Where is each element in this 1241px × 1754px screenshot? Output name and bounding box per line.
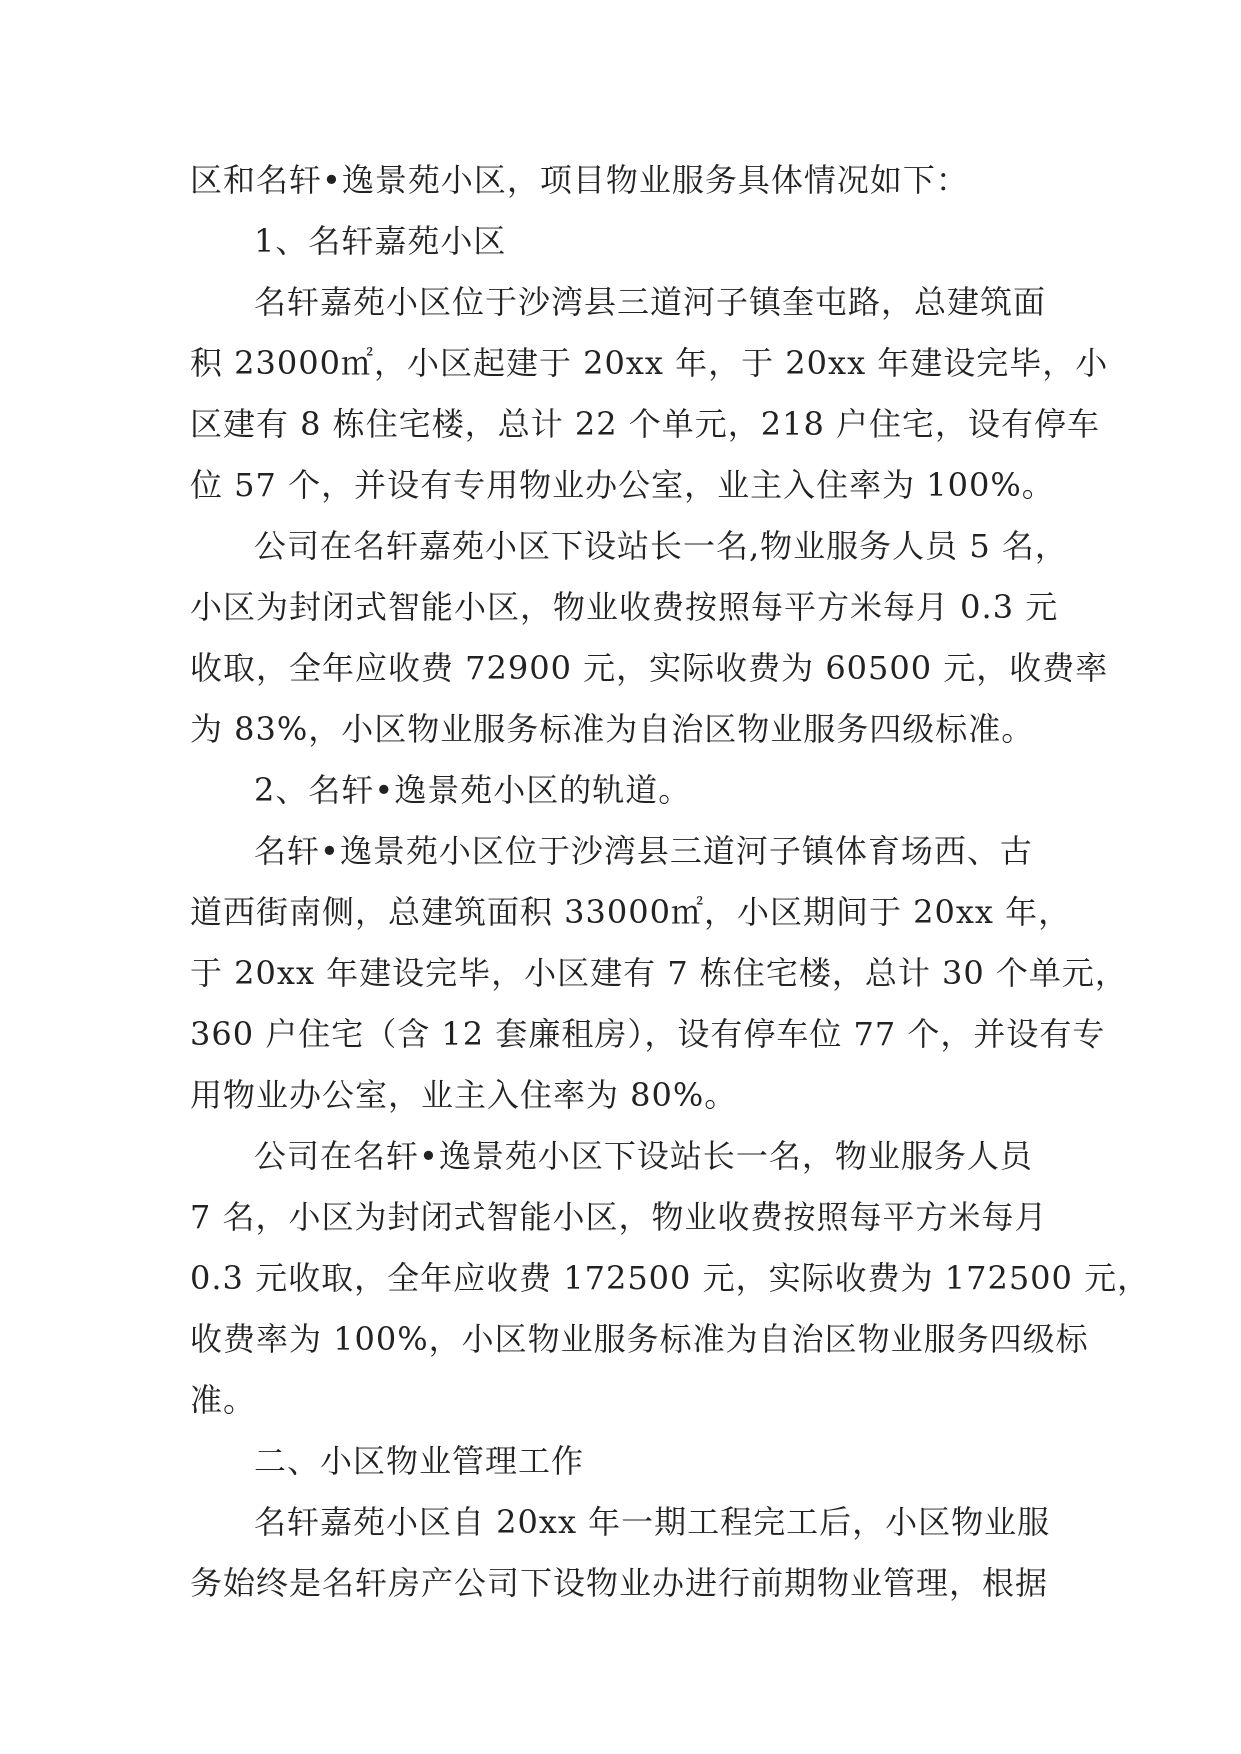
text-line: 准。: [190, 1381, 257, 1419]
text-line: 小区为封闭式智能小区，物业收费按照每平方米每月 0.3 元: [190, 588, 1059, 626]
text-line: 公司在名轩•逸景苑小区下设站长一名，物业服务人员: [254, 1137, 1033, 1175]
section-heading: 1、名轩嘉苑小区: [254, 222, 507, 260]
section-heading: 2、名轩•逸景苑小区的轨道。: [254, 771, 692, 809]
text-line: 公司在名轩嘉苑小区下设站长一名,物业服务人员 5 名，: [254, 527, 1068, 565]
text-line: 区和名轩•逸景苑小区，项目物业服务具体情况如下：: [190, 161, 969, 199]
text-line: 名轩•逸景苑小区位于沙湾县三道河子镇体育场西、古: [254, 832, 1033, 870]
text-line: 积 23000㎡，小区起建于 20xx 年，于 20xx 年建设完毕，小: [190, 344, 1109, 382]
text-line: 位 57 个，并设有专用物业办公室，业主入住率为 100%。: [190, 466, 1055, 504]
text-line: 区建有 8 栋住宅楼，总计 22 个单元，218 户住宅，设有停车: [190, 405, 1101, 443]
text-line: 为 83%，小区物业服务标准为自治区物业服务四级标准。: [190, 710, 1035, 748]
text-line: 道西街南侧，总建筑面积 33000㎡，小区期间于 20xx 年，: [190, 893, 1072, 931]
text-line: 0.3 元收取，全年应收费 172500 元，实际收费为 172500 元，: [190, 1259, 1151, 1297]
text-line: 务始终是名轩房产公司下设物业办进行前期物业管理，根据: [190, 1564, 1049, 1602]
text-line: 收费率为 100%，小区物业服务标准为自治区物业服务四级标: [190, 1320, 1089, 1358]
text-line: 7 名，小区为封闭式智能小区，物业收费按照每平方米每月: [190, 1198, 1048, 1236]
text-line: 于 20xx 年建设完毕，小区建有 7 栋住宅楼，总计 30 个单元，: [190, 954, 1128, 992]
text-line: 360 户住宅（含 12 套廉租房），设有停车位 77 个，并设有专: [190, 1015, 1106, 1053]
text-line: 名轩嘉苑小区自 20xx 年一期工程完工后，小区物业服: [254, 1503, 1051, 1541]
document-body: [190, 150, 1151, 1614]
section-heading: 二、小区物业管理工作: [254, 1442, 585, 1480]
text-line: 名轩嘉苑小区位于沙湾县三道河子镇奎屯路，总建筑面: [254, 283, 1047, 321]
text-line: 用物业办公室，业主入住率为 80%。: [190, 1076, 738, 1114]
text-line: 收取，全年应收费 72900 元，实际收费为 60500 元，收费率: [190, 649, 1109, 687]
